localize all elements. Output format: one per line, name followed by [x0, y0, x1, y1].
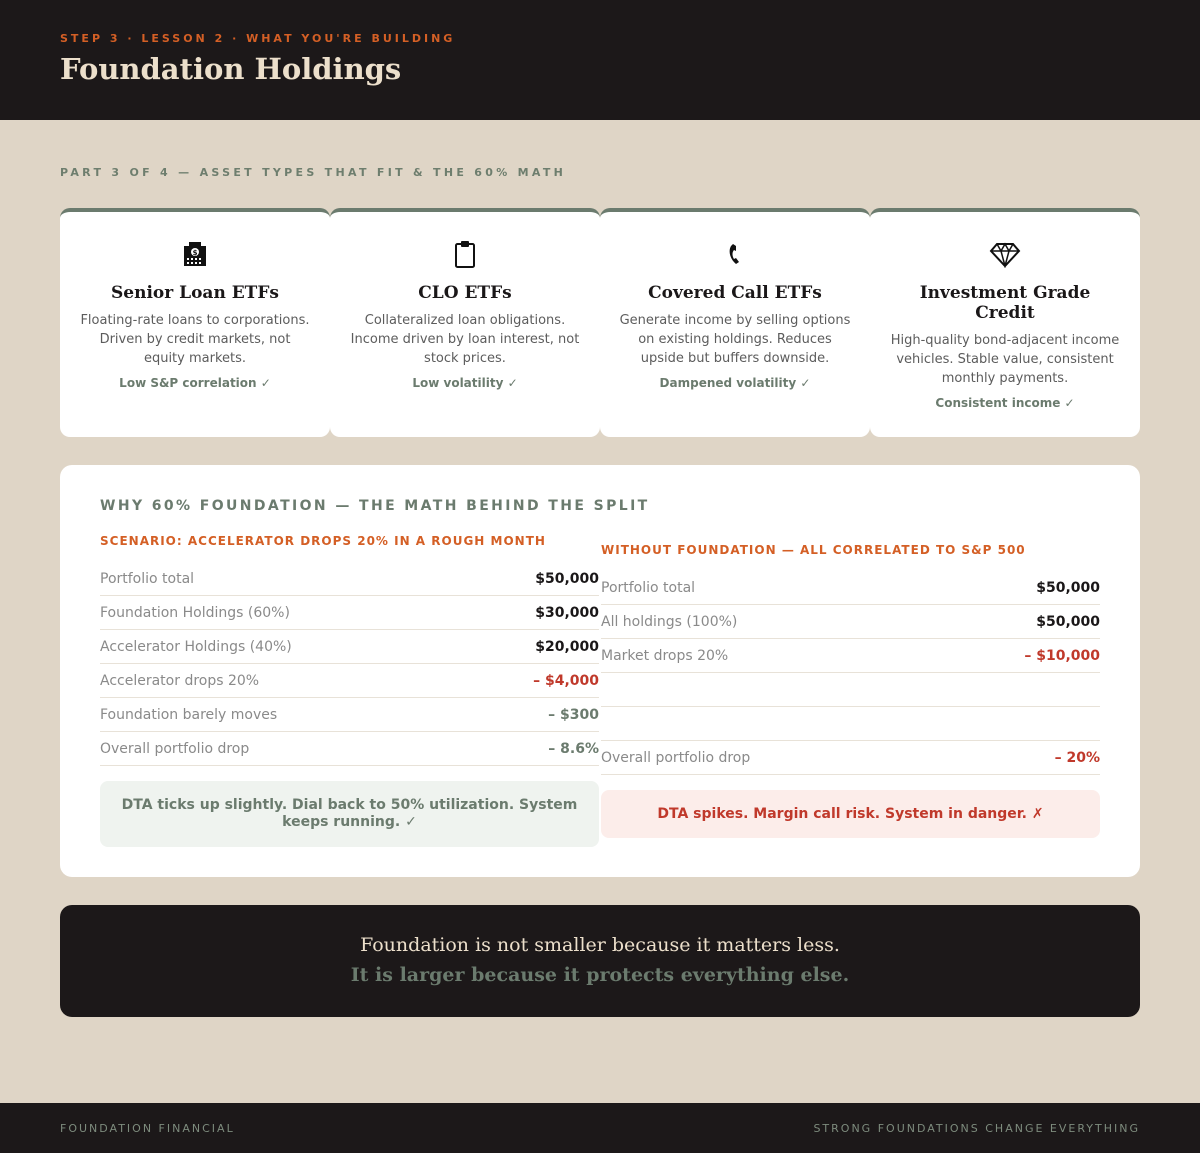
page-footer [0, 1103, 1200, 1153]
row-label: Market drops 20% [601, 647, 729, 664]
row-label: Foundation Holdings (60%) [100, 604, 290, 621]
scenario-heading: SCENARIO: ACCELERATOR DROPS 20% IN A ROUGH MONTH [100, 534, 546, 548]
row-value: – $4,000 [533, 672, 599, 689]
row-label: Overall portfolio drop [100, 740, 250, 757]
table-row [100, 562, 599, 596]
card-title: Investment Grade Credit [919, 283, 1091, 323]
svg-text:$: $ [192, 249, 198, 257]
math-panel-title: WHY 60% FOUNDATION — THE MATH BEHIND THE SPLIT [100, 498, 650, 514]
row-label: All holdings (100%) [601, 613, 738, 630]
row-value: – $10,000 [1024, 647, 1100, 664]
card-tag: Low S&P correlation ✓ [119, 376, 271, 390]
scenario-without-foundation [601, 543, 1100, 838]
outcome-note-bad: DTA spikes. Margin call risk. System in danger. ✗ [601, 790, 1100, 838]
asset-card-senior-loan [60, 208, 330, 437]
section-label: PART 3 OF 4 — ASSET TYPES THAT FIT & THE 60% MATH [60, 166, 567, 179]
row-value: $30,000 [535, 604, 599, 621]
table-row [601, 639, 1100, 673]
key-insight-quote [60, 905, 1140, 1017]
row-value: – $300 [548, 706, 599, 723]
phone-icon [618, 238, 852, 270]
scenario-heading: WITHOUT FOUNDATION — ALL CORRELATED TO S&P 500 [601, 543, 1026, 557]
asset-type-cards [60, 208, 1140, 437]
table-row [100, 698, 599, 732]
scenario-table [100, 562, 599, 766]
page-title: Foundation Holdings [60, 52, 402, 86]
card-description: Generate income by selling options on existing holdings. Reduces upside but buffers downside. [619, 313, 851, 366]
card-title: Senior Loan ETFs [111, 283, 279, 303]
row-value: $50,000 [1036, 613, 1100, 630]
table-row [601, 571, 1100, 605]
scenario-table [601, 571, 1100, 775]
footer-brand: FOUNDATION FINANCIAL [60, 1122, 235, 1135]
clipboard-icon [348, 238, 582, 270]
gem-icon [888, 238, 1122, 270]
math-comparison-panel [60, 465, 1140, 877]
row-value: $50,000 [1036, 579, 1100, 596]
card-tag: Low volatility ✓ [412, 376, 518, 390]
card-description: High-quality bond-adjacent income vehicles. Stable value, consistent monthly payments. [890, 333, 1120, 386]
table-row [100, 732, 599, 766]
row-value: $50,000 [535, 570, 599, 587]
card-title: CLO ETFs [418, 283, 512, 303]
table-row [100, 596, 599, 630]
row-label: Foundation barely moves [100, 706, 278, 723]
row-value: $20,000 [535, 638, 599, 655]
row-label: Accelerator drops 20% [100, 672, 260, 689]
quote-line-2: It is larger because it protects everything else. [350, 964, 850, 986]
card-title: Covered Call ETFs [648, 283, 822, 303]
footer-tagline: STRONG FOUNDATIONS CHANGE EVERYTHING [813, 1122, 1140, 1135]
card-description: Collateralized loan obligations. Income driven by loan interest, not stock prices. [350, 313, 580, 366]
row-label: Portfolio total [601, 579, 696, 596]
scenario-with-foundation [100, 534, 599, 847]
card-description: Floating-rate loans to corporations. Driven by credit markets, not equity markets. [80, 313, 310, 366]
lesson-eyebrow: STEP 3 · LESSON 2 · WHAT YOU'RE BUILDING [60, 32, 456, 45]
table-row [100, 630, 599, 664]
table-row [601, 605, 1100, 639]
row-value: – 8.6% [548, 740, 599, 757]
table-row [601, 673, 1100, 707]
card-tag: Consistent income ✓ [935, 396, 1075, 410]
row-label: Portfolio total [100, 570, 195, 587]
asset-card-investment-grade [870, 208, 1140, 437]
asset-card-covered-call [600, 208, 870, 437]
row-value: – 20% [1054, 749, 1100, 766]
page-header [0, 0, 1200, 120]
bank-icon [78, 238, 312, 270]
outcome-note-good: DTA ticks up slightly. Dial back to 50% utilization. System keeps running. ✓ [100, 781, 599, 847]
card-tag: Dampened volatility ✓ [659, 376, 811, 390]
row-label: Overall portfolio drop [601, 749, 751, 766]
row-label: Accelerator Holdings (40%) [100, 638, 292, 655]
asset-card-clo [330, 208, 600, 437]
table-row [100, 664, 599, 698]
table-row [601, 741, 1100, 775]
table-row [601, 707, 1100, 741]
quote-line-1: Foundation is not smaller because it matters less. [360, 934, 840, 956]
